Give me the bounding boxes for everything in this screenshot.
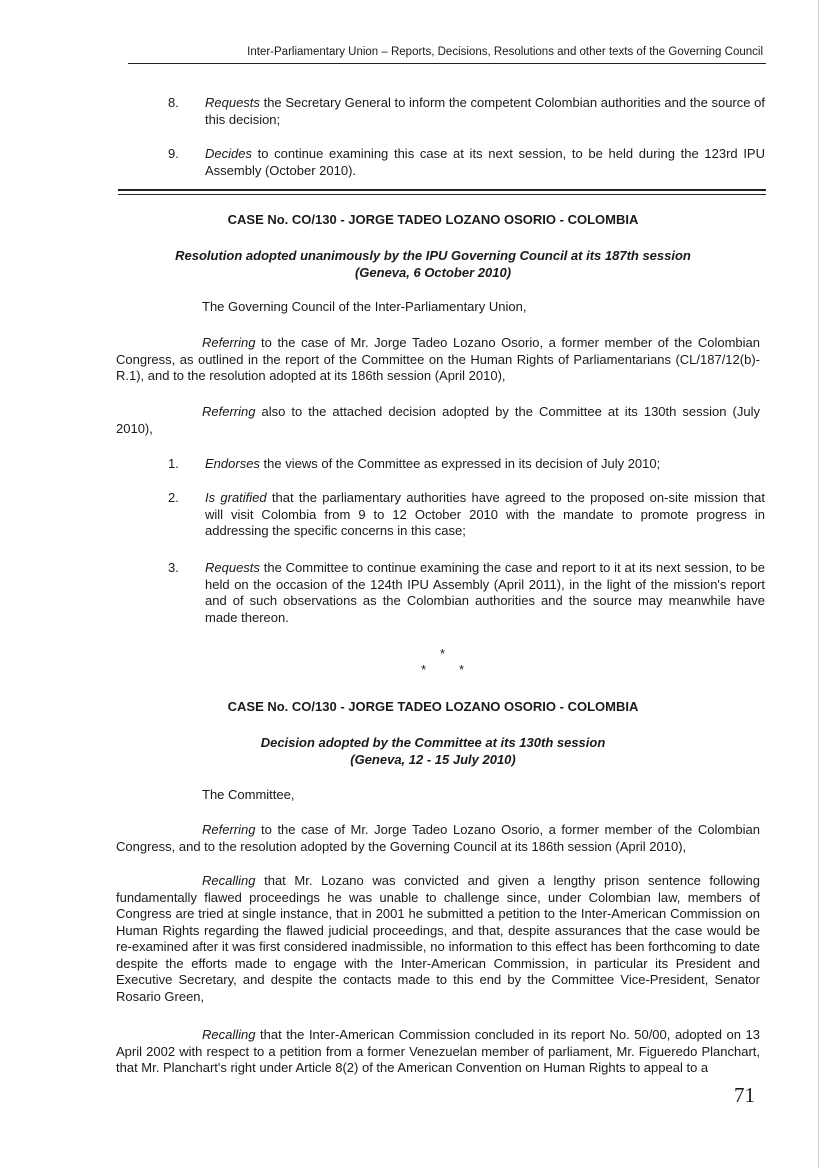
para-text: to the case of Mr. Jorge Tadeo Lozano Osorio, a former member of the Colombian Congress, and to the resolution adopted by the Governing Council at its 186th session (April 2010), [116, 822, 760, 854]
para-text: also to the attached decision adopted by the Committee at its 130th session (July 2010), [116, 404, 760, 436]
case-title: CASE No. CO/130 - JORGE TADEO LOZANO OSORIO - COLOMBIA [227, 699, 639, 714]
paragraph [116, 335, 760, 385]
item-number: 2. [168, 490, 179, 505]
decision-subtitle: Decision adopted by the Committee at its 130th session [260, 735, 606, 750]
para-lead: Referring [202, 822, 256, 837]
paragraph [116, 404, 760, 437]
resolution-date: (Geneva, 6 October 2010) [354, 265, 512, 280]
para-lead: Referring [202, 335, 256, 350]
running-header: Inter-Parliamentary Union – Reports, Decisions, Resolutions and other texts of the Governing Council [247, 46, 763, 58]
asterisk-separator: * [440, 646, 446, 661]
item-text: the views of the Committee as expressed in its decision of July 2010; [259, 456, 661, 471]
intro-line: The Governing Council of the Inter-Parliamentary Union, [202, 299, 527, 314]
item-lead: Requests [205, 95, 260, 110]
page-edge-line [818, 0, 819, 1168]
para-lead: Recalling [202, 873, 256, 888]
paragraph [116, 873, 760, 1005]
item-number: 9. [168, 146, 179, 161]
para-text: that the Inter-American Commission concluded in its report No. 50/00, adopted on 13 April 2002 with respect to a petition from a former Venezuelan member of parliament, Mr. Figueredo Planchart, that Mr. Planchart's right under Article 8(2) of the American Convention on Human Rights to appeal to a [116, 1027, 760, 1075]
item-text: the Committee to continue examining the case and report to it at its next session, to be held on the occasion of the 124th IPU Assembly (April 2011), in the light of the mission's report and of such observations as the Colombian authorities and the source may meanwhile have made thereon. [205, 560, 765, 625]
list-item [205, 560, 765, 626]
para-text: to the case of Mr. Jorge Tadeo Lozano Osorio, a former member of the Colombian Congress, as outlined in the report of the Committee on the Human Rights of Parliamentarians (CL/187/12(b)-R.1), and to the resolution adopted at its 186th session (April 2010), [116, 335, 760, 383]
list-item [205, 456, 765, 473]
item-text: to continue examining this case at its next session, to be held during the 123rd IPU Assembly (October 2010). [205, 146, 765, 178]
list-item [205, 490, 765, 540]
para-lead: Recalling [202, 1027, 256, 1042]
case-title: CASE No. CO/130 - JORGE TADEO LOZANO OSORIO - COLOMBIA [227, 212, 639, 227]
asterisk-separator: * [421, 662, 427, 677]
paragraph [116, 1027, 760, 1077]
page-number: 71 [734, 1083, 755, 1107]
item-number: 1. [168, 456, 179, 471]
para-text: that Mr. Lozano was convicted and given a lengthy prison sentence following fundamentally flawed proceedings he was unable to challenge since, under Colombian law, members of Congress are tried at single instance, that in 2001 he submitted a petition to the Inter-American Commission on Human Rights regarding the flawed judicial proceedings, and that, despite assurances that the case would be re-examined after it was first considered inadmissible, no information to this effect has been forthcoming to date despite the efforts made to engage with the Inter-American Commission, in particular its President and Executive Secretary, and despite the contacts made to this end by the Committee Vice-President, Senator Rosario Green, [116, 873, 760, 1004]
item-lead: Decides [205, 146, 252, 161]
intro-line: The Committee, [202, 787, 295, 802]
item-text: that the parliamentary authorities have agreed to the proposed on-site mission that will visit Colombia from 9 to 12 October 2010 with the mandate to promote progress in addressing the specific concerns in this case; [205, 490, 765, 538]
item-lead: Endorses [205, 456, 260, 471]
item-text: the Secretary General to inform the competent Colombian authorities and the source of this decision; [205, 95, 765, 127]
item-lead: Requests [205, 560, 260, 575]
asterisk-separator: * [459, 662, 465, 677]
para-lead: Referring [202, 404, 256, 419]
decision-date: (Geneva, 12 - 15 July 2010) [350, 752, 516, 767]
item-number: 3. [168, 560, 179, 575]
paragraph [116, 822, 760, 855]
resolution-subtitle: Resolution adopted unanimously by the IPU Governing Council at its 187th session [175, 248, 691, 263]
item-number: 8. [168, 95, 179, 110]
section-divider [118, 189, 766, 195]
header-rule [128, 63, 766, 64]
item-lead: Is gratified [205, 490, 267, 505]
list-item [205, 95, 765, 128]
list-item [205, 146, 765, 179]
